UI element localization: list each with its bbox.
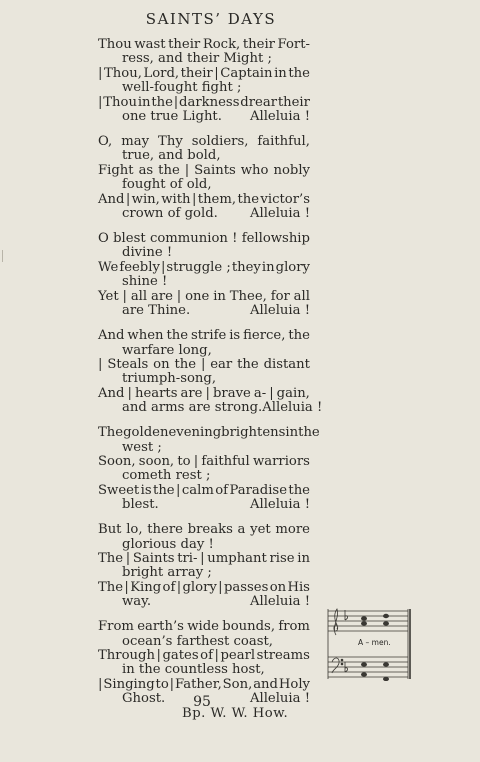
verse-word: brightens bbox=[221, 425, 286, 441]
verse-word: for bbox=[270, 288, 290, 304]
verse-word: | bbox=[214, 648, 219, 663]
alleluia-refrain: Alleluia ! bbox=[249, 594, 310, 610]
stanza bbox=[98, 328, 323, 416]
verse-word: pearl bbox=[220, 648, 256, 663]
stanza bbox=[98, 135, 310, 221]
verse-word: | bbox=[193, 453, 199, 469]
verse-word: one bbox=[185, 288, 210, 304]
verse-continuation-line: cometh rest ; bbox=[122, 468, 211, 484]
verse-word: | bbox=[125, 191, 131, 207]
page-number: 95 bbox=[193, 694, 211, 710]
verse-line-text: are Thine. bbox=[122, 303, 191, 319]
verse-word: bounds, bbox=[222, 619, 276, 635]
verse-word: Soon, bbox=[98, 453, 136, 469]
stanza bbox=[98, 523, 310, 609]
verse-continuation-line: in the countless host, bbox=[122, 662, 265, 678]
verse-word: But bbox=[98, 522, 122, 538]
verse-line bbox=[98, 649, 310, 663]
verse-word: | bbox=[98, 94, 103, 110]
verse-word: them, bbox=[197, 191, 237, 207]
verse-continuation-line: shine ! bbox=[122, 274, 168, 290]
verse-line-with-alleluia bbox=[98, 498, 310, 512]
verse-line bbox=[98, 678, 310, 692]
verse-word: Fight bbox=[98, 162, 134, 178]
verse-word: when bbox=[127, 328, 164, 344]
verse-word: nobly bbox=[273, 162, 310, 178]
verse-word: are bbox=[180, 385, 203, 401]
verse-word: are bbox=[150, 288, 173, 304]
verse-word: in bbox=[137, 94, 151, 110]
verse-continuation-line: divine ! bbox=[122, 245, 173, 261]
verse-word: Steals bbox=[107, 356, 149, 372]
verse-word: the bbox=[288, 482, 310, 498]
verse-word: | bbox=[191, 191, 197, 207]
verse-word: | bbox=[156, 648, 161, 663]
verse-word: | bbox=[98, 65, 103, 81]
verse-line bbox=[98, 290, 310, 304]
verse-word: struggle ; bbox=[166, 259, 231, 275]
verse-line bbox=[98, 581, 310, 595]
verse-word: Fort- bbox=[277, 37, 310, 52]
verse-word: Thou bbox=[103, 94, 137, 110]
verse-line-text: Ghost. bbox=[122, 691, 166, 707]
verse-word: from bbox=[278, 619, 310, 635]
verse-word: hearts bbox=[134, 385, 178, 401]
verse-line-text: one true Light. bbox=[122, 109, 222, 125]
verse-word: | bbox=[122, 288, 127, 304]
verse-word: The bbox=[98, 579, 124, 595]
verse-word: O, bbox=[98, 134, 113, 150]
verse-continuation-line: triumph-song, bbox=[122, 371, 217, 387]
verse-continuation-line: true, and bold, bbox=[122, 148, 221, 164]
verse-word: | bbox=[176, 288, 182, 304]
alleluia-refrain: Alleluia ! bbox=[249, 497, 310, 513]
verse-word: | bbox=[218, 579, 223, 595]
verse-word: the bbox=[237, 191, 260, 207]
verse-word: their bbox=[242, 37, 275, 52]
verse-word: warriors bbox=[252, 453, 310, 469]
verse-line bbox=[98, 164, 310, 178]
verse-word: is bbox=[140, 482, 152, 498]
hymn-text bbox=[98, 37, 323, 732]
verse-word: Paradise bbox=[229, 482, 287, 498]
verse-word: in bbox=[274, 65, 287, 81]
verse-line bbox=[98, 193, 310, 207]
verse-word: We bbox=[98, 259, 119, 275]
verse-word: lo, bbox=[126, 522, 143, 538]
verse-word: is bbox=[229, 328, 241, 344]
verse-word: glory bbox=[275, 259, 310, 275]
verse-word: | bbox=[124, 579, 129, 595]
verse-line bbox=[98, 387, 310, 401]
verse-word: more bbox=[275, 522, 310, 538]
verse-word: to bbox=[177, 453, 191, 469]
verse-word: | bbox=[98, 676, 103, 692]
verse-line bbox=[98, 96, 310, 110]
verse-word: The bbox=[98, 550, 124, 566]
verse-line bbox=[98, 67, 310, 81]
verse-line bbox=[98, 552, 310, 566]
verse-line-text: blest. bbox=[122, 497, 159, 513]
verse-line bbox=[98, 329, 310, 343]
verse-continuation-line: bright array ; bbox=[122, 565, 212, 581]
verse-line bbox=[98, 261, 310, 275]
verse-line-text: and arms are strong. bbox=[122, 400, 263, 416]
verse-word: And bbox=[98, 191, 125, 207]
verse-word: Yet bbox=[98, 288, 119, 304]
verse-continuation-line: warfare long, bbox=[122, 342, 212, 358]
verse-word: From bbox=[98, 619, 134, 635]
amen-label: A – men. bbox=[358, 638, 391, 647]
amen-music-notation bbox=[324, 607, 414, 681]
verse-continuation-line: glorious day ! bbox=[122, 536, 214, 552]
verse-line-with-alleluia bbox=[98, 110, 310, 124]
verse-word: brave bbox=[212, 385, 251, 401]
verse-word: Saints bbox=[132, 550, 175, 566]
verse-word: Singing bbox=[103, 676, 155, 692]
verse-word: Saints bbox=[194, 162, 236, 178]
verse-word: calm bbox=[181, 482, 214, 498]
verse-word: | bbox=[173, 94, 179, 110]
verse-line bbox=[98, 38, 310, 52]
verse-word: earth’s bbox=[137, 619, 184, 635]
verse-word: umphant bbox=[207, 550, 267, 566]
alleluia-refrain: Alleluia ! bbox=[249, 303, 310, 319]
verse-word: | bbox=[269, 385, 274, 401]
verse-word: Holy bbox=[278, 676, 310, 692]
verse-line bbox=[98, 455, 310, 469]
verse-word: glory bbox=[182, 579, 217, 595]
verse-line-with-alleluia bbox=[98, 207, 310, 221]
author-attribution: Bp. W. W. How. bbox=[182, 705, 289, 721]
verse-word: His bbox=[287, 579, 310, 595]
verse-word: and bbox=[253, 676, 278, 692]
verse-word: strife bbox=[190, 328, 227, 344]
verse-word: in bbox=[213, 288, 226, 304]
verse-word: faithful, bbox=[257, 134, 310, 150]
verse-word: they bbox=[231, 259, 261, 275]
page-header: SAINTS’ DAYS bbox=[145, 10, 277, 28]
alleluia-refrain: Alleluia ! bbox=[249, 691, 310, 707]
verse-word: passes bbox=[223, 579, 269, 595]
stanza bbox=[98, 232, 310, 318]
page-edge-mark bbox=[2, 250, 3, 262]
verse-word: Rock, bbox=[202, 37, 241, 52]
verse-word: a- bbox=[253, 385, 267, 401]
verse-word: O bbox=[98, 231, 109, 247]
verse-word: communion ! bbox=[149, 231, 238, 247]
verse-word: in bbox=[261, 259, 275, 275]
verse-line bbox=[98, 135, 310, 149]
verse-word: of bbox=[200, 648, 213, 663]
verse-word: Captain bbox=[220, 65, 273, 81]
stanza bbox=[98, 425, 320, 513]
verse-word: darkness bbox=[179, 94, 240, 110]
alleluia-refrain: Alleluia ! bbox=[262, 400, 323, 416]
verse-line bbox=[98, 358, 310, 372]
verse-word: with bbox=[161, 191, 191, 207]
verse-line bbox=[98, 425, 320, 441]
verse-word: And bbox=[98, 328, 125, 344]
verse-continuation-line: fought of old, bbox=[122, 177, 212, 193]
verse-word: of bbox=[215, 482, 229, 498]
verse-word: their bbox=[168, 37, 201, 52]
verse-word: rise bbox=[269, 550, 295, 566]
verse-word: the bbox=[153, 482, 175, 498]
verse-word: soldiers, bbox=[191, 134, 249, 150]
verse-line-with-alleluia bbox=[98, 595, 310, 609]
verse-word: | bbox=[160, 259, 166, 275]
verse-word: | bbox=[169, 676, 175, 692]
verse-word: tri- bbox=[177, 550, 198, 566]
stanza bbox=[98, 38, 310, 124]
verse-word: there bbox=[147, 522, 183, 538]
verse-continuation-line: ress, and their Might ; bbox=[122, 51, 272, 67]
verse-word: Thee, bbox=[229, 288, 267, 304]
verse-word: as bbox=[138, 162, 154, 178]
verse-word: wast bbox=[134, 37, 166, 52]
verse-continuation-line: ocean’s farthest coast, bbox=[122, 633, 273, 649]
verse-word: | bbox=[176, 482, 181, 498]
verse-word: distant bbox=[263, 356, 310, 372]
verse-word: the bbox=[174, 356, 197, 372]
verse-word: gates bbox=[162, 648, 199, 663]
verse-word: fierce, bbox=[243, 328, 286, 344]
verse-word: feebly bbox=[119, 259, 160, 275]
verse-line-text: crown of gold. bbox=[122, 206, 218, 222]
verse-word: in bbox=[297, 550, 310, 566]
verse-word: ear bbox=[210, 356, 233, 372]
verse-word: gain, bbox=[276, 385, 310, 401]
verse-word: Thy bbox=[158, 134, 183, 150]
verse-word: Lord, bbox=[143, 65, 180, 81]
verse-word: the bbox=[298, 425, 320, 441]
verse-word: win, bbox=[131, 191, 160, 207]
verse-word: | bbox=[127, 385, 132, 401]
verse-word: who bbox=[240, 162, 269, 178]
verse-word: the bbox=[158, 162, 180, 178]
verse-word: blest bbox=[113, 231, 146, 247]
verse-word: on bbox=[269, 579, 287, 595]
verse-word: the bbox=[166, 328, 189, 344]
verse-word: on bbox=[153, 356, 170, 372]
verse-word: fellowship bbox=[241, 231, 310, 247]
verse-word: wide bbox=[187, 619, 219, 635]
verse-word: | bbox=[200, 550, 205, 566]
verse-word: may bbox=[121, 134, 150, 150]
verse-word: Thou, bbox=[103, 65, 142, 81]
verse-word: golden bbox=[123, 425, 169, 441]
verse-line bbox=[98, 232, 310, 246]
verse-word: drear bbox=[240, 94, 277, 110]
verse-continuation-line: well-fought fight ; bbox=[122, 80, 242, 96]
verse-word: And bbox=[98, 385, 125, 401]
verse-word: the bbox=[288, 65, 310, 81]
verse-word: victor’s bbox=[260, 191, 310, 207]
verse-word: evening bbox=[168, 425, 222, 441]
verse-word: yet bbox=[250, 522, 271, 538]
verse-word: The bbox=[98, 425, 124, 441]
verse-word: of bbox=[162, 579, 176, 595]
verse-word: Sweet bbox=[98, 482, 140, 498]
verse-word: a bbox=[237, 522, 246, 538]
verse-word: in bbox=[285, 425, 299, 441]
verse-word: Father, bbox=[175, 676, 222, 692]
verse-word: the bbox=[288, 328, 310, 344]
verse-word: soon, bbox=[138, 453, 175, 469]
verse-word: | bbox=[184, 162, 190, 178]
verse-word: | bbox=[200, 356, 206, 372]
verse-word: the bbox=[237, 356, 259, 372]
verse-word: | bbox=[176, 579, 182, 595]
verse-line bbox=[98, 523, 310, 537]
verse-word: Thou bbox=[98, 37, 132, 52]
verse-word: all bbox=[130, 288, 148, 304]
verse-word: breaks bbox=[187, 522, 233, 538]
verse-word: | bbox=[214, 65, 219, 81]
verse-line-with-alleluia bbox=[98, 400, 323, 416]
verse-word: | bbox=[125, 550, 131, 566]
verse-line-with-alleluia bbox=[98, 304, 310, 318]
verse-word: their bbox=[277, 94, 310, 110]
verse-word: all bbox=[293, 288, 310, 304]
verse-word: Son, bbox=[222, 676, 253, 692]
alleluia-refrain: Alleluia ! bbox=[249, 206, 310, 222]
verse-word: | bbox=[205, 385, 210, 401]
verse-continuation-line: west ; bbox=[122, 439, 162, 455]
verse-word: their bbox=[180, 65, 213, 81]
verse-word: King bbox=[130, 579, 162, 595]
verse-line-text: way. bbox=[122, 594, 152, 610]
verse-word: the bbox=[151, 94, 173, 110]
verse-word: | bbox=[98, 356, 103, 372]
verse-word: to bbox=[155, 676, 169, 692]
alleluia-refrain: Alleluia ! bbox=[249, 109, 310, 125]
verse-line bbox=[98, 620, 310, 634]
verse-word: streams bbox=[256, 648, 310, 663]
verse-word: Through bbox=[98, 648, 155, 663]
verse-line bbox=[98, 484, 310, 498]
verse-word: faithful bbox=[201, 453, 250, 469]
